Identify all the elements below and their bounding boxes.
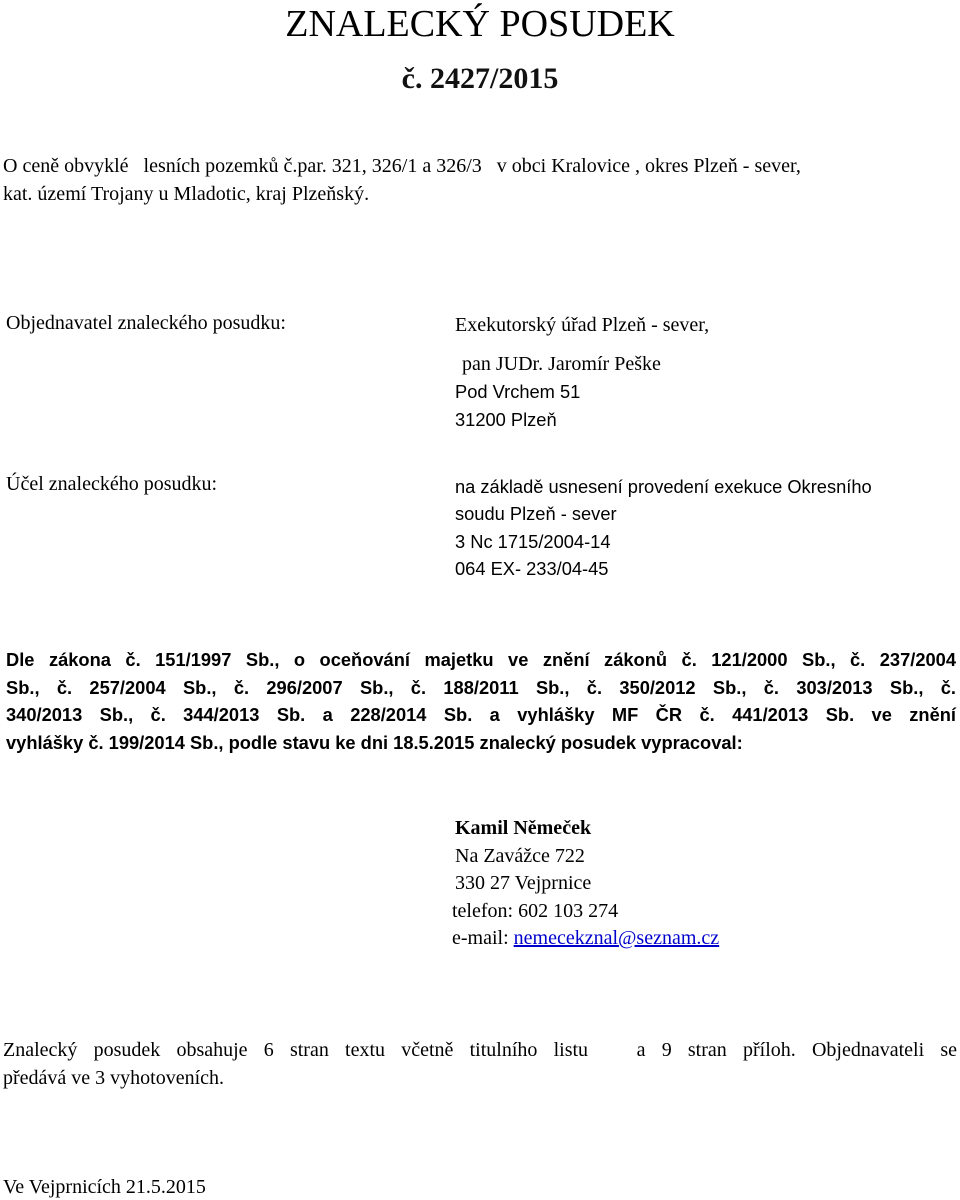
client-street: Pod Vrchem 51 <box>455 381 581 402</box>
expert-phone: telefon: 602 103 274 <box>452 899 619 922</box>
document-number: č. 2427/2015 <box>401 62 559 95</box>
expert-block <box>452 815 719 953</box>
law-line-4: vyhlášky č. 199/2014 Sb., podle stavu ke dni 18.5.2015 znalecký posudek vypracoval: <box>6 731 743 753</box>
purpose-line-4: 064 EX- 233/04-45 <box>455 558 609 579</box>
purpose-line-2: soudu Plzeň - sever <box>455 503 617 524</box>
subject-line-1: O ceně obvyklé lesních pozemků č.par. 321, 326/1 a 326/3 v obci Kralovice , okres Plzeň - sever, <box>3 155 801 177</box>
law-paragraph <box>6 646 956 756</box>
subject-line-2: kat. území Trojany u Mladotic, kraj Plzeňský. <box>3 183 370 205</box>
purpose-line-3: 3 Nc 1715/2004-14 <box>455 531 611 552</box>
page-count-note <box>3 1036 957 1092</box>
client-label: Objednavatel znaleckého posudku: <box>6 312 286 334</box>
place-date: Ve Vejprnicích 21.5.2015 <box>3 1176 206 1198</box>
client-city: 31200 Plzeň <box>455 409 557 430</box>
law-line-1: Dle zákona č. 151/1997 Sb., o oceňování majetku ve znění zákonů č. 121/2000 Sb., č. 237/2004 <box>6 649 956 670</box>
document-title: ZNALECKÝ POSUDEK <box>285 3 675 45</box>
expert-email-label: e-mail: <box>452 927 514 949</box>
note-line-1: Znalecký posudek obsahuje 6 stran textu včetně titulního listu a 9 stran příloh. Objednavateli se <box>3 1039 957 1061</box>
expert-email-link[interactable]: nemecekznal@seznam.cz <box>513 927 720 949</box>
note-line-2: předává ve 3 vyhotoveních. <box>3 1067 225 1089</box>
client-name: Exekutorský úřad Plzeň - sever, <box>455 314 710 336</box>
law-line-3: 340/2013 Sb., č. 344/2013 Sb. a 228/2014 Sb. a vyhlášky MF ČR č. 441/2013 Sb. ve znění <box>6 704 956 725</box>
purpose-line-1: na základě usnesení provedení exekuce Okresního <box>455 476 872 497</box>
expert-email-row <box>452 925 719 953</box>
expert-street: Na Zavážce 722 <box>455 844 585 867</box>
client-person: pan JUDr. Jaromír Peške <box>462 353 661 375</box>
expert-name: Kamil Němeček <box>455 817 592 839</box>
law-line-2: Sb., č. 257/2004 Sb., č. 296/2007 Sb., č. 188/2011 Sb., č. 350/2012 Sb., č. 303/2013 Sb., č. <box>6 676 956 698</box>
purpose-label: Účel znaleckého posudku: <box>6 473 218 495</box>
expert-city: 330 27 Vejprnice <box>455 872 592 894</box>
